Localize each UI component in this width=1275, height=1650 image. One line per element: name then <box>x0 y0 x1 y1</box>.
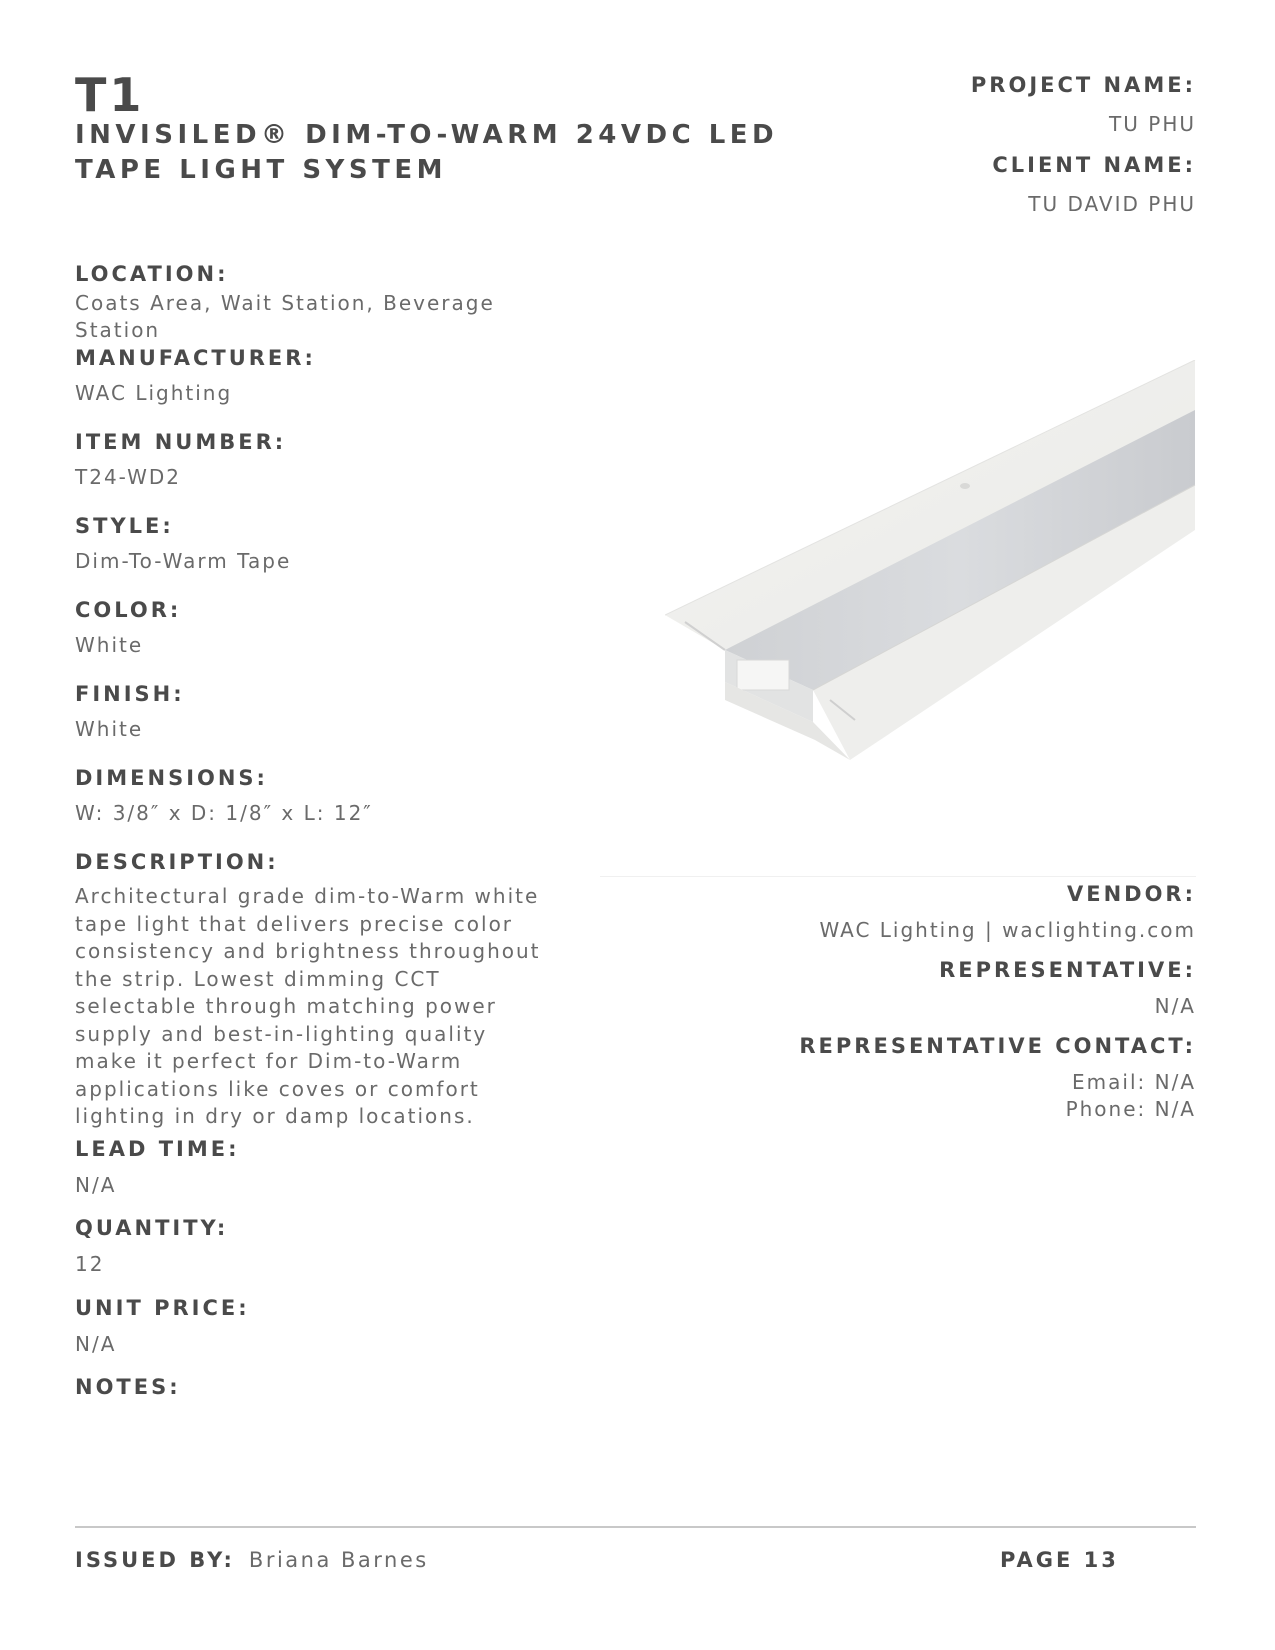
vendor-label: VENDOR: <box>1066 882 1196 906</box>
representative-email: Email: N/A <box>1072 1070 1196 1094</box>
dimensions-value: W: 3/8″ x D: 1/8″ x L: 12″ <box>75 801 373 825</box>
vendor-value: WAC Lighting | waclighting.com <box>819 918 1196 942</box>
spec-code: T1 <box>75 68 145 122</box>
representative-value: N/A <box>1154 994 1196 1018</box>
quantity-value: 12 <box>75 1252 105 1276</box>
client-name-label: CLIENT NAME: <box>992 153 1196 177</box>
led-channel-product-image <box>665 360 1205 760</box>
finish-label: FINISH: <box>75 682 185 706</box>
item-number-label: ITEM NUMBER: <box>75 430 287 454</box>
location-label: LOCATION: <box>75 262 229 286</box>
manufacturer-value: WAC Lighting <box>75 381 233 405</box>
issued-by-name: Briana Barnes <box>248 1548 429 1572</box>
project-name-value: TU PHU <box>1109 112 1196 136</box>
dimensions-label: DIMENSIONS: <box>75 766 268 790</box>
issued-by-label: ISSUED BY: <box>75 1548 235 1572</box>
item-number-value: T24-WD2 <box>75 465 181 489</box>
manufacturer-label: MANUFACTURER: <box>75 346 316 370</box>
client-name-value: TU DAVID PHU <box>1028 192 1196 216</box>
color-label: COLOR: <box>75 598 182 622</box>
style-label: STYLE: <box>75 514 174 538</box>
product-title: INVISILED® DIM-TO-WARM 24VDC LED TAPE LIGHT SYSTEM <box>75 120 779 185</box>
page-number: PAGE 13 <box>1000 1548 1119 1572</box>
lead-time-value: N/A <box>75 1173 117 1197</box>
notes-label: NOTES: <box>75 1375 181 1399</box>
representative-contact-label: REPRESENTATIVE CONTACT: <box>799 1034 1196 1058</box>
quantity-label: QUANTITY: <box>75 1216 229 1240</box>
unit-price-value: N/A <box>75 1332 117 1356</box>
location-value: Coats Area, Wait Station, Beverage Station <box>75 291 495 342</box>
representative-label: REPRESENTATIVE: <box>939 958 1196 982</box>
section-divider <box>600 876 1196 877</box>
style-value: Dim-To-Warm Tape <box>75 549 292 573</box>
description-label: DESCRIPTION: <box>75 850 279 874</box>
unit-price-label: UNIT PRICE: <box>75 1296 250 1320</box>
representative-phone: Phone: N/A <box>1065 1097 1196 1121</box>
finish-value: White <box>75 717 144 741</box>
lead-time-label: LEAD TIME: <box>75 1137 240 1161</box>
issued-by <box>75 1548 429 1572</box>
color-value: White <box>75 633 144 657</box>
project-name-label: PROJECT NAME: <box>970 73 1196 97</box>
description-value: Architectural grade dim-to-Warm white tape light that delivers precise color consistency and brightness throughout the strip. Lowest dimming CCT selectable through matching power supply and best-in-lighting quality make it perfect for Dim-to-Warm applications like coves or comfort lighting in dry or damp locations. <box>75 884 541 1128</box>
footer-rule <box>75 1526 1196 1528</box>
